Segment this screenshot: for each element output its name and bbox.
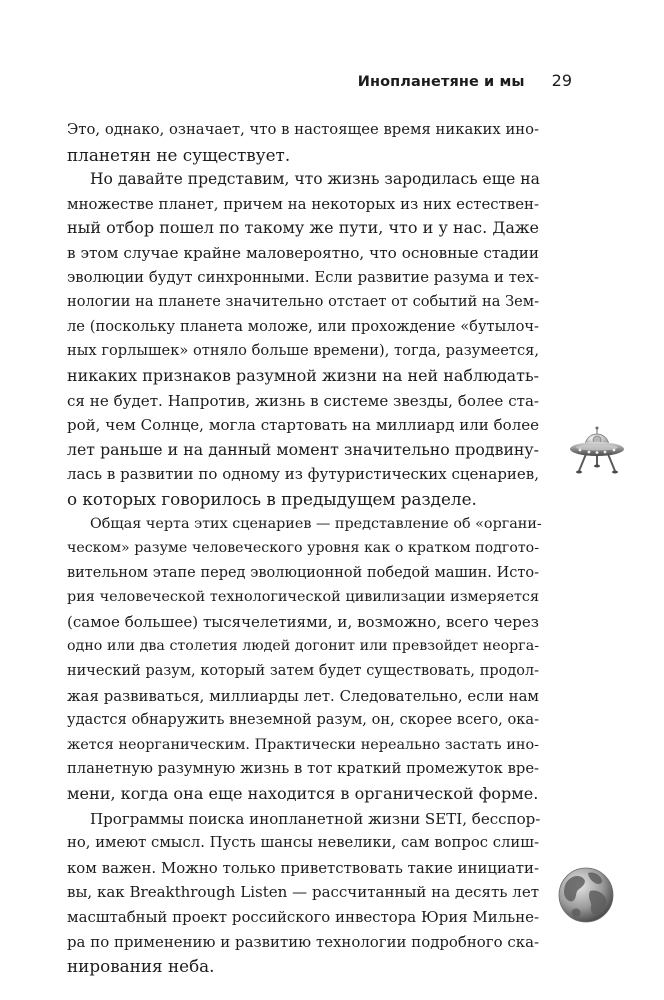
text-line: эволюции будут синхронными. Если развитие разума и тех- <box>67 268 539 286</box>
text-line: нический разум, который затем будет существовать, продол- <box>67 663 539 680</box>
text-line: одно или два столетия людей догонит или превзойдет неорга- <box>67 638 539 655</box>
text-line: о которых говорилось в предыдущем разделе. <box>67 488 477 509</box>
text-line: вы, как Breakthrough Listen — рассчитанный на десять лет <box>67 883 539 902</box>
running-header <box>358 71 572 90</box>
text-line: жая развиваться, миллиарды лет. Следовательно, если нам <box>67 686 539 705</box>
page-number: 29 <box>551 71 572 90</box>
text-line: жется неорганическим. Практически нереально застать ино- <box>67 736 539 753</box>
text-line: ный отбор пошел по такому же пути, что и у нас. Даже <box>67 218 539 238</box>
text-line: ле (поскольку планета моложе, или прохождение «бутылоч- <box>67 317 539 335</box>
text-line: множестве планет, причем на некоторых из них естествен- <box>67 194 539 213</box>
text-line: Но давайте представим, что жизнь зародилась еще на <box>90 170 540 189</box>
text-line: (самое большее) тысячелетиями, и, возможно, всего через <box>67 612 539 631</box>
text-line: нирования неба. <box>67 956 215 977</box>
text-line: ком важен. Можно только приветствовать такие инициати- <box>67 858 539 877</box>
text-line: планетную разумную жизнь в тот краткий промежуток вре- <box>67 760 539 778</box>
globe-icon <box>556 865 616 925</box>
text-line: мени, когда она еще находится в органической форме. <box>67 784 539 804</box>
text-line: но, имеют смысл. Пусть шансы невелики, сам вопрос слиш- <box>67 834 539 852</box>
text-line: лась в развитии по одному из футуристических сценариев, <box>67 465 539 484</box>
text-line: Это, однако, означает, что в настоящее время никаких ино- <box>67 121 539 138</box>
text-line: рия человеческой технологической цивилизации измеряется <box>67 589 539 606</box>
ufo-icon <box>566 418 628 480</box>
text-line: Общая черта этих сценариев — представление об «органи- <box>90 515 542 532</box>
text-line: ра по применению и развитию технологии подробного ска- <box>67 932 539 951</box>
text-line: Программы поиска инопланетной жизни SETI, бесспор- <box>90 809 541 828</box>
text-line: удастся обнаружить внеземной разум, он, скорее всего, ока- <box>67 711 539 729</box>
body-text <box>67 118 542 979</box>
running-title: Инопланетяне и мы <box>357 74 525 90</box>
text-line: ческом» разуме человеческого уровня как о кратком подгото- <box>67 540 539 557</box>
text-line: рой, чем Солнце, могла стартовать на миллиард или более <box>67 416 539 435</box>
text-line: в этом случае крайне маловероятно, что основные стадии <box>67 243 539 262</box>
text-line: никаких признаков разумной жизни на ней наблюдать- <box>67 365 539 385</box>
text-line: планетян не существует. <box>67 144 291 165</box>
text-line: вительном этапе перед эволюционной победой машин. Исто- <box>67 564 539 581</box>
text-line: масштабный проект российского инвестора Юрия Мильне- <box>67 908 539 926</box>
text-line: ся не будет. Напротив, жизнь в системе звезды, более ста- <box>67 391 539 410</box>
text-line: ных горлышек» отняло больше времени), тогда, разумеется, <box>67 342 539 360</box>
text-line: лет раньше и на данный момент значительно продвину- <box>67 439 539 459</box>
text-line: нологии на планете значительно отстает от событий на Зем- <box>67 293 539 311</box>
